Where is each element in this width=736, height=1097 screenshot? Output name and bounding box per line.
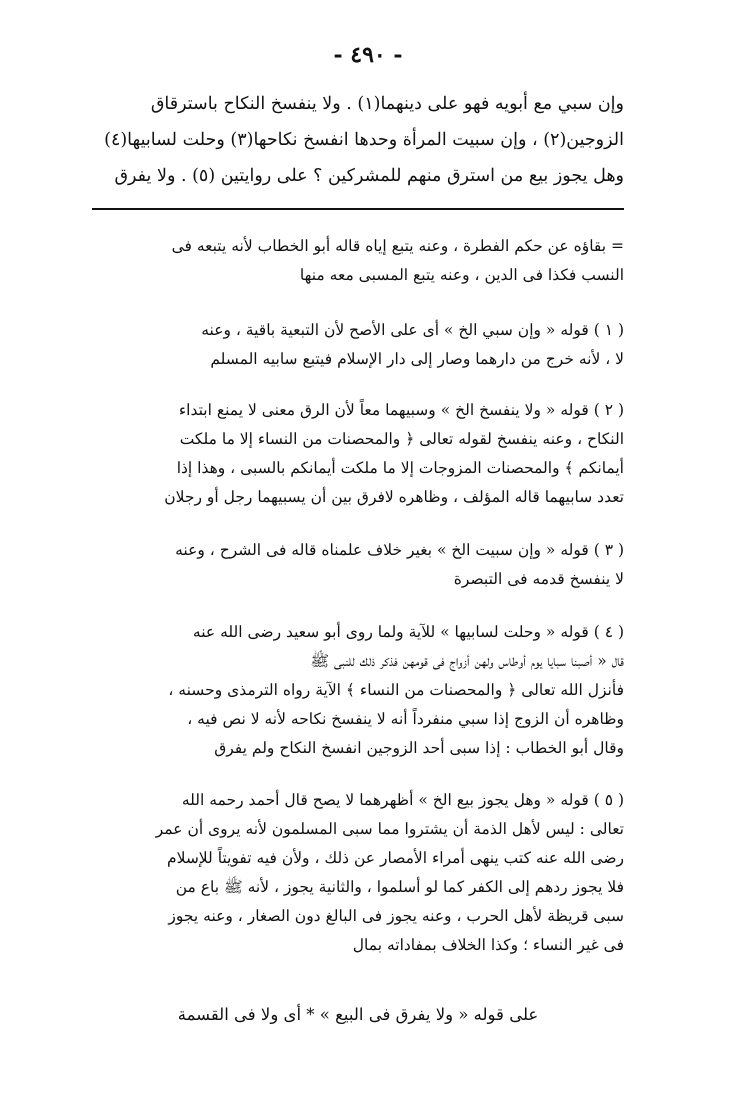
- footnote-5: [92, 786, 624, 960]
- main-text-line: الزوجين(٢) ، وإن سبيت المرأة وحدها انفسخ نكاحها(٣) وحلت لسابيها(٤): [104, 130, 624, 150]
- footnote-line: ( ١ ) قوله « وإن سبي الخ » أى على الأصح لأن التبعية باقية ، وعنه: [201, 321, 624, 339]
- footnote-line: النكاح ، وعنه ينفسخ لقوله تعالى ﴿ والمحصنات من النساء إلا ما ملكت: [179, 430, 624, 448]
- footnote-line: تعالى : ليس لأهل الذمة أن يشتروا مما سبى المسلمون لأنه يروى أن عمر: [155, 820, 624, 838]
- footnote-line: فلا يجوز ردهم إلى الكفر كما لو أسلموا ، والثانية يجوز ، لأنه ﷺ باع من: [175, 878, 624, 896]
- footnote-line: سبى قريظة لأهل الحرب ، وعنه يجوز فى البالغ دون الصغار ، وعنه يجوز: [168, 907, 624, 925]
- footnote-line: وقال أبو الخطاب : إذا سبى أحد الزوجين انفسخ النكاح ولم يفرق: [214, 739, 624, 757]
- main-text-line: وإن سبي مع أبويه فهو على دينهما(١) . ولا ينفسخ النكاح باسترقاق: [150, 94, 624, 114]
- footnote-line: قال « أصبنا سبايا يوم أوطاس ولهن أزواج فى قومهن فذكر ذلك للنبى ﷺ: [310, 652, 624, 670]
- page-number: - ٤٩٠ -: [333, 42, 403, 68]
- footnote-line: النسب فكذا فى الدين ، وعنه يتبع المسبى معه منها: [299, 266, 624, 284]
- footnote-line: ( ٣ ) قوله « وإن سبيت الخ » بغير خلاف علمناه قاله فى الشرح ، وعنه: [175, 541, 624, 559]
- footnote-line: فأنزل الله تعالى ﴿ والمحصنات من النساء ﴾ الآية رواه الترمذى وحسنه ،: [168, 681, 624, 699]
- main-text-line: وهل يجوز بيع من استرق منهم للمشركين ؟ على روايتين (٥) . ولا يفرق: [114, 166, 624, 186]
- footnote-continuation: [92, 232, 624, 290]
- footnote-line: ( ٥ ) قوله « وهل يجوز بيع الخ » أظهرهما لا يصح قال أحمد رحمه الله: [181, 791, 624, 809]
- footnote-continued-line: على قوله « ولا يفرق فى البيع » * أى ولا فى القسمة: [177, 1005, 539, 1024]
- footnote-line: ( ٤ ) قوله « وحلت لسابيها » للآية ولما روى أبو سعيد رضى الله عنه: [192, 623, 624, 641]
- footnote-line: لا ، لأنه خرج من دارهما وصار إلى دار الإسلام فيتبع سابيه المسلم: [210, 350, 624, 368]
- footnote-line: رضى الله عنه كتب ينهى أمراء الأمصار عن ذلك ، ولأن فيه تفويتاً للإسلام: [166, 849, 624, 867]
- footnote-line: تعدد سابيهما قاله المؤلف ، وظاهره لافرق بين أن يسبيهما رجل أو رجلان: [164, 488, 624, 506]
- footnote-line: لا ينفسخ قدمه فى التبصرة: [453, 570, 624, 588]
- footnote-3: [92, 536, 624, 594]
- footnote-line: وظاهره أن الزوج إذا سبي منفرداً أنه لا ينفسخ نكاحه لأنه لا نص فيه ،: [187, 710, 624, 728]
- footnote-line: فى غير النساء ؛ وكذا الخلاف بمفاداته بمال: [352, 936, 624, 954]
- footnote-line: أيمانكم ﴾ والمحصنات المزوجات إلا ما ملكت أيمانكم بالسبى ، وهذا إذا: [176, 459, 624, 477]
- main-text: [92, 86, 624, 194]
- footnote-2: [92, 396, 624, 512]
- footnote-divider: [92, 208, 624, 210]
- footnote-line: = بقاؤه عن حكم الفطرة ، وعنه يتبع إياه قاله أبو الخطاب لأنه يتبعه فى: [171, 237, 624, 255]
- footnote-1: [92, 316, 624, 374]
- footnote-4: [92, 618, 624, 763]
- footnote-line: ( ٢ ) قوله « ولا ينفسخ الخ » وسبيهما معاً لأن الرق معنى لا يمنع ابتداء: [178, 401, 624, 419]
